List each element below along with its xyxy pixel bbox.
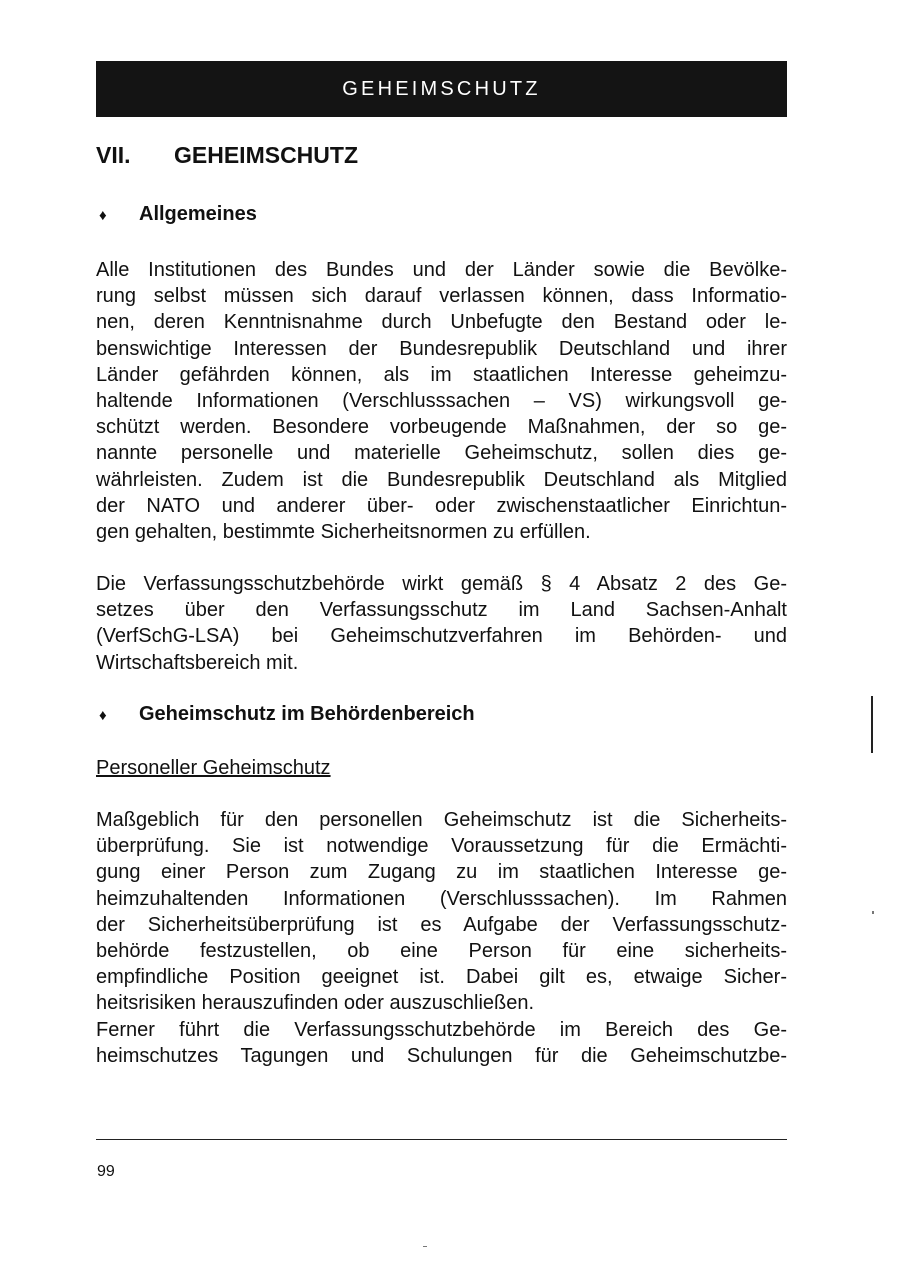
section-heading-allgemeines: [99, 201, 257, 229]
text-line: Ferner führt die Verfassungsschutzbehörde im Bereich des Ge-: [96, 1018, 787, 1041]
scan-speck: [872, 911, 874, 914]
text-line: gung einer Person zum Zugang zu im staatlichen Interesse ge-: [96, 861, 787, 884]
chapter-title-text: GEHEIMSCHUTZ: [174, 142, 358, 168]
footer-rule: [96, 1139, 787, 1140]
text-line: nannte personelle und materielle Geheimschutz, sollen dies ge-: [96, 442, 787, 465]
section-heading-text: Geheimschutz im Behördenbereich: [139, 703, 475, 725]
text-line: währleisten. Zudem ist die Bundesrepublik Deutschland als Mitglied: [96, 468, 787, 491]
text-line: Die Verfassungsschutzbehörde wirkt gemäß § 4 Absatz 2 des Ge-: [96, 573, 787, 595]
text-line: heitsrisiken herauszufinden oder auszuschließen.: [96, 992, 535, 1015]
text-line: haltende Informationen (Verschlusssachen – VS) wirkungsvoll ge-: [96, 390, 787, 413]
running-header-title: GEHEIMSCHUTZ: [342, 78, 541, 100]
text-line: empfindliche Position geeignet ist. Dabei gilt es, etwaige Sicher-: [96, 966, 787, 989]
text-line: (VerfSchG-LSA) bei Geheimschutzverfahren im Behörden- und: [96, 625, 787, 648]
text-line: heimschutzes Tagungen und Schulungen für die Geheimschutzbe-: [96, 1044, 787, 1067]
chapter-number: VII.: [96, 142, 131, 168]
text-line: heimzuhaltenden Informationen (Verschlusssachen). Im Rahmen: [96, 887, 787, 910]
text-line: Maßgeblich für den personellen Geheimschutz ist die Sicherheits-: [96, 809, 787, 831]
text-line: Alle Institutionen des Bundes und der Länder sowie die Bevölke-: [96, 259, 787, 281]
diamond-bullet-icon: ♦: [99, 207, 107, 224]
paragraph-personeller-geheimschutz: [96, 807, 787, 1069]
section-heading-behoerdenbereich: [99, 701, 475, 729]
text-line: überprüfung. Sie ist notwendige Voraussetzung für die Ermächti-: [96, 835, 787, 858]
running-header: [96, 61, 787, 117]
text-line: setzes über den Verfassungsschutz im Land Sachsen-Anhalt: [96, 599, 787, 622]
diamond-bullet-icon: ♦: [99, 707, 107, 724]
chapter-title: [96, 141, 358, 169]
margin-change-bar: [871, 696, 873, 753]
text-line: gen gehalten, bestimmte Sicherheitsnormen zu erfüllen.: [96, 521, 591, 544]
text-line: schützt werden. Besondere vorbeugende Maßnahmen, der so ge-: [96, 416, 787, 439]
scan-speck: [423, 1246, 427, 1247]
text-line: Wirtschaftsbereich mit.: [96, 651, 299, 674]
text-line: rung selbst müssen sich darauf verlassen können, dass Informatio-: [96, 285, 787, 308]
paragraph-allgemeines-2: [96, 571, 787, 676]
text-line: behörde festzustellen, ob eine Person für eine sicherheits-: [96, 940, 787, 963]
paragraph-allgemeines-1: [96, 257, 787, 545]
text-line: nen, deren Kenntnisnahme durch Unbefugte den Bestand oder le-: [96, 311, 787, 334]
page-number: 99: [97, 1163, 115, 1180]
text-line: der NATO und anderer über- oder zwischenstaatlicher Einrichtun-: [96, 494, 787, 517]
text-line: benswichtige Interessen der Bundesrepublik Deutschland und ihrer: [96, 337, 787, 360]
text-line: der Sicherheitsüberprüfung ist es Aufgabe der Verfassungsschutz-: [96, 913, 787, 936]
subheading-personeller-geheimschutz: Personeller Geheimschutz: [96, 757, 331, 779]
text-line: Länder gefährden können, als im staatlichen Interesse geheimzu-: [96, 363, 787, 386]
section-heading-text: Allgemeines: [139, 203, 257, 225]
